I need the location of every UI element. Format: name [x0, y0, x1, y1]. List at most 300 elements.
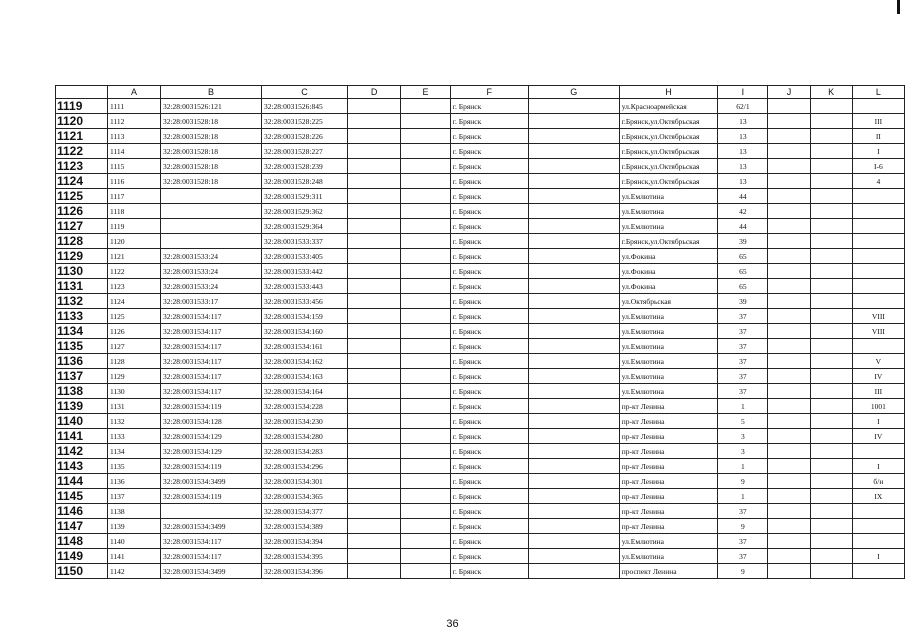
cell-j — [768, 339, 810, 354]
cell-e — [401, 564, 451, 579]
cell-l — [852, 279, 904, 294]
row-number: 1143 — [56, 459, 108, 474]
cell-f: г. Брянск — [450, 339, 528, 354]
table-row — [56, 414, 905, 429]
cell-b — [160, 234, 261, 249]
cell-c: 32:28:0031534:159 — [261, 309, 347, 324]
row-number: 1133 — [56, 309, 108, 324]
cell-k — [810, 339, 852, 354]
cell-j — [768, 264, 810, 279]
cell-b: 32:28:0031528:18 — [160, 114, 261, 129]
cell-k — [810, 204, 852, 219]
table-row — [56, 99, 905, 114]
cell-b: 32:28:0031534:117 — [160, 339, 261, 354]
cell-e — [401, 459, 451, 474]
cell-j — [768, 159, 810, 174]
cell-h: г.Брянск,ул.Октябрьская — [619, 174, 718, 189]
cell-b: 32:28:0031528:18 — [160, 174, 261, 189]
cell-b: 32:28:0031534:117 — [160, 534, 261, 549]
row-number: 1141 — [56, 429, 108, 444]
cell-h: пр-кт Ленина — [619, 444, 718, 459]
cell-k — [810, 234, 852, 249]
row-number: 1132 — [56, 294, 108, 309]
cell-e — [401, 129, 451, 144]
cell-g — [528, 534, 619, 549]
cell-i: 1 — [718, 459, 768, 474]
cell-k — [810, 219, 852, 234]
cell-d — [347, 234, 400, 249]
cell-g — [528, 279, 619, 294]
cell-f: г. Брянск — [450, 504, 528, 519]
cell-j — [768, 174, 810, 189]
cell-g — [528, 459, 619, 474]
cell-d — [347, 369, 400, 384]
cell-c: 32:28:0031534:301 — [261, 474, 347, 489]
cell-i: 65 — [718, 279, 768, 294]
cell-d — [347, 204, 400, 219]
column-header-b: B — [160, 86, 261, 99]
cell-d — [347, 504, 400, 519]
cell-g — [528, 114, 619, 129]
cell-c: 32:28:0031534:395 — [261, 549, 347, 564]
cell-k — [810, 294, 852, 309]
cell-d — [347, 444, 400, 459]
cell-d — [347, 189, 400, 204]
cell-k — [810, 144, 852, 159]
cell-b: 32:28:0031534:117 — [160, 354, 261, 369]
cell-d — [347, 459, 400, 474]
cell-l — [852, 189, 904, 204]
cell-l — [852, 294, 904, 309]
cell-g — [528, 324, 619, 339]
cell-i: 65 — [718, 249, 768, 264]
cell-j — [768, 369, 810, 384]
cell-j — [768, 189, 810, 204]
cell-j — [768, 414, 810, 429]
cell-a: 1132 — [107, 414, 160, 429]
cell-a: 1139 — [107, 519, 160, 534]
cell-f: г. Брянск — [450, 564, 528, 579]
scan-edge-mark — [897, 0, 900, 14]
cell-c: 32:28:0031534:389 — [261, 519, 347, 534]
row-number: 1140 — [56, 414, 108, 429]
cell-j — [768, 549, 810, 564]
cell-f: г. Брянск — [450, 219, 528, 234]
cell-j — [768, 534, 810, 549]
cell-h: г.Брянск,ул.Октябрьская — [619, 234, 718, 249]
cell-c: 32:28:0031526:845 — [261, 99, 347, 114]
cell-f: г. Брянск — [450, 189, 528, 204]
cell-a: 1123 — [107, 279, 160, 294]
cell-i: 13 — [718, 159, 768, 174]
cell-k — [810, 369, 852, 384]
cell-e — [401, 144, 451, 159]
cell-h: г.Брянск,ул.Октябрьская — [619, 114, 718, 129]
cell-g — [528, 99, 619, 114]
cell-h: ул.Фокина — [619, 279, 718, 294]
table-row — [56, 144, 905, 159]
column-header-row — [56, 86, 905, 99]
cell-a: 1129 — [107, 369, 160, 384]
cell-a: 1140 — [107, 534, 160, 549]
cell-f: г. Брянск — [450, 444, 528, 459]
cell-i: 37 — [718, 504, 768, 519]
cell-a: 1122 — [107, 264, 160, 279]
cell-a: 1135 — [107, 459, 160, 474]
table-row — [56, 189, 905, 204]
table-row — [56, 159, 905, 174]
cell-k — [810, 279, 852, 294]
cell-l: VIII — [852, 324, 904, 339]
cell-a: 1115 — [107, 159, 160, 174]
row-number: 1120 — [56, 114, 108, 129]
cell-b: 32:28:0031534:129 — [160, 444, 261, 459]
cell-f: г. Брянск — [450, 534, 528, 549]
cell-h: ул.Емлютина — [619, 309, 718, 324]
table-row — [56, 324, 905, 339]
cell-c: 32:28:0031533:405 — [261, 249, 347, 264]
cell-i: 1 — [718, 399, 768, 414]
cell-k — [810, 564, 852, 579]
cell-i: 5 — [718, 414, 768, 429]
cell-i: 9 — [718, 564, 768, 579]
cell-e — [401, 309, 451, 324]
row-number: 1126 — [56, 204, 108, 219]
cell-g — [528, 234, 619, 249]
cell-a: 1128 — [107, 354, 160, 369]
cell-k — [810, 474, 852, 489]
cell-b: 32:28:0031534:117 — [160, 324, 261, 339]
cell-e — [401, 159, 451, 174]
cell-c: 32:28:0031533:337 — [261, 234, 347, 249]
cell-f: г. Брянск — [450, 174, 528, 189]
cell-g — [528, 264, 619, 279]
cell-b: 32:28:0031534:117 — [160, 309, 261, 324]
cell-g — [528, 189, 619, 204]
cell-e — [401, 414, 451, 429]
cell-c: 32:28:0031528:227 — [261, 144, 347, 159]
cell-e — [401, 264, 451, 279]
cell-e — [401, 234, 451, 249]
cell-f: г. Брянск — [450, 399, 528, 414]
cell-k — [810, 459, 852, 474]
cell-d — [347, 549, 400, 564]
cell-f: г. Брянск — [450, 324, 528, 339]
cell-j — [768, 144, 810, 159]
cell-a: 1134 — [107, 444, 160, 459]
cell-j — [768, 129, 810, 144]
cell-a: 1119 — [107, 219, 160, 234]
cell-b: 32:28:0031534:119 — [160, 489, 261, 504]
cell-j — [768, 234, 810, 249]
cell-i: 37 — [718, 309, 768, 324]
cell-g — [528, 339, 619, 354]
cell-a: 1113 — [107, 129, 160, 144]
cell-c: 32:28:0031534:162 — [261, 354, 347, 369]
cell-g — [528, 369, 619, 384]
cell-i: 1 — [718, 489, 768, 504]
cell-a: 1141 — [107, 549, 160, 564]
cell-d — [347, 534, 400, 549]
cell-g — [528, 399, 619, 414]
cell-g — [528, 159, 619, 174]
cell-j — [768, 99, 810, 114]
cell-b: 32:28:0031526:121 — [160, 99, 261, 114]
cell-b: 32:28:0031534:3499 — [160, 564, 261, 579]
cell-c: 32:28:0031529:364 — [261, 219, 347, 234]
cell-d — [347, 144, 400, 159]
row-number: 1136 — [56, 354, 108, 369]
cell-j — [768, 249, 810, 264]
cell-e — [401, 354, 451, 369]
cell-h: ул.Емлютина — [619, 219, 718, 234]
cell-e — [401, 429, 451, 444]
cell-h: ул.Емлютина — [619, 339, 718, 354]
cell-g — [528, 144, 619, 159]
cell-k — [810, 129, 852, 144]
cell-b: 32:28:0031534:119 — [160, 459, 261, 474]
cell-d — [347, 474, 400, 489]
cell-a: 1118 — [107, 204, 160, 219]
row-number: 1125 — [56, 189, 108, 204]
cell-i: 37 — [718, 534, 768, 549]
cell-h: ул.Фокина — [619, 264, 718, 279]
cell-h: ул.Емлютина — [619, 204, 718, 219]
cell-g — [528, 204, 619, 219]
cell-b — [160, 189, 261, 204]
table-row — [56, 339, 905, 354]
cell-k — [810, 99, 852, 114]
cell-g — [528, 249, 619, 264]
cell-e — [401, 489, 451, 504]
cell-e — [401, 474, 451, 489]
cell-d — [347, 354, 400, 369]
cell-j — [768, 114, 810, 129]
cell-a: 1137 — [107, 489, 160, 504]
row-number: 1119 — [56, 99, 108, 114]
row-number: 1135 — [56, 339, 108, 354]
row-number: 1150 — [56, 564, 108, 579]
column-header-k: K — [810, 86, 852, 99]
cell-h: пр-кт Ленина — [619, 414, 718, 429]
cell-k — [810, 354, 852, 369]
cell-l: 4 — [852, 174, 904, 189]
cell-j — [768, 384, 810, 399]
cell-k — [810, 189, 852, 204]
cell-h: пр-кт Ленина — [619, 474, 718, 489]
cell-g — [528, 549, 619, 564]
cell-l — [852, 519, 904, 534]
cell-e — [401, 534, 451, 549]
cell-k — [810, 399, 852, 414]
cell-g — [528, 354, 619, 369]
cell-c: 32:28:0031529:311 — [261, 189, 347, 204]
table-row — [56, 534, 905, 549]
cell-c: 32:28:0031534:163 — [261, 369, 347, 384]
cell-f: г. Брянск — [450, 234, 528, 249]
cell-e — [401, 189, 451, 204]
cell-l — [852, 339, 904, 354]
table-row — [56, 249, 905, 264]
cell-f: г. Брянск — [450, 114, 528, 129]
cell-h: ул.Фокина — [619, 249, 718, 264]
cell-d — [347, 114, 400, 129]
cell-j — [768, 504, 810, 519]
cell-c: 32:28:0031534:377 — [261, 504, 347, 519]
cell-j — [768, 564, 810, 579]
cell-i: 3 — [718, 429, 768, 444]
cell-l — [852, 534, 904, 549]
cell-b: 32:28:0031533:24 — [160, 279, 261, 294]
cell-b — [160, 504, 261, 519]
cell-a: 1117 — [107, 189, 160, 204]
cell-c: 32:28:0031534:283 — [261, 444, 347, 459]
cell-a: 1124 — [107, 294, 160, 309]
cell-e — [401, 219, 451, 234]
cell-c: 32:28:0031534:161 — [261, 339, 347, 354]
cell-g — [528, 414, 619, 429]
cell-l: III — [852, 384, 904, 399]
cell-f: г. Брянск — [450, 354, 528, 369]
cell-a: 1127 — [107, 339, 160, 354]
table-row — [56, 504, 905, 519]
cell-h: проспект Ленина — [619, 564, 718, 579]
cell-g — [528, 564, 619, 579]
cell-e — [401, 504, 451, 519]
cell-d — [347, 309, 400, 324]
cell-h: пр-кт Ленина — [619, 429, 718, 444]
cell-a: 1136 — [107, 474, 160, 489]
table-row — [56, 519, 905, 534]
cell-f: г. Брянск — [450, 519, 528, 534]
cell-h: пр-кт Ленина — [619, 459, 718, 474]
cell-i: 13 — [718, 129, 768, 144]
cell-l: V — [852, 354, 904, 369]
cell-f: г. Брянск — [450, 144, 528, 159]
column-header-d: D — [347, 86, 400, 99]
cell-i: 9 — [718, 474, 768, 489]
row-number: 1138 — [56, 384, 108, 399]
cell-j — [768, 474, 810, 489]
row-number: 1142 — [56, 444, 108, 459]
cell-a: 1125 — [107, 309, 160, 324]
cell-b: 32:28:0031534:117 — [160, 384, 261, 399]
cell-f: г. Брянск — [450, 549, 528, 564]
cell-i: 44 — [718, 189, 768, 204]
table-row — [56, 549, 905, 564]
table-row — [56, 444, 905, 459]
cell-c: 32:28:0031529:362 — [261, 204, 347, 219]
cell-i: 65 — [718, 264, 768, 279]
table-row — [56, 384, 905, 399]
row-number: 1148 — [56, 534, 108, 549]
row-number: 1137 — [56, 369, 108, 384]
cell-f: г. Брянск — [450, 489, 528, 504]
table-row — [56, 219, 905, 234]
table-row — [56, 174, 905, 189]
cell-j — [768, 489, 810, 504]
column-header-a: A — [107, 86, 160, 99]
column-header-h: H — [619, 86, 718, 99]
cell-j — [768, 429, 810, 444]
row-number: 1129 — [56, 249, 108, 264]
cell-h: г.Брянск,ул.Октябрьская — [619, 129, 718, 144]
cell-d — [347, 99, 400, 114]
cell-i: 13 — [718, 114, 768, 129]
row-number: 1144 — [56, 474, 108, 489]
cell-h: ул.Емлютина — [619, 549, 718, 564]
cell-i: 9 — [718, 519, 768, 534]
cell-h: пр-кт Ленина — [619, 399, 718, 414]
cell-j — [768, 354, 810, 369]
cell-h: пр-кт Ленина — [619, 504, 718, 519]
cell-c: 32:28:0031534:296 — [261, 459, 347, 474]
cell-l: I — [852, 459, 904, 474]
cell-f: г. Брянск — [450, 99, 528, 114]
cell-d — [347, 399, 400, 414]
cell-d — [347, 489, 400, 504]
cell-e — [401, 549, 451, 564]
cell-h: ул.Красноармейская — [619, 99, 718, 114]
cell-k — [810, 549, 852, 564]
cell-h: ул.Емлютина — [619, 534, 718, 549]
cell-j — [768, 519, 810, 534]
cell-d — [347, 159, 400, 174]
cell-i: 37 — [718, 324, 768, 339]
cell-c: 32:28:0031533:442 — [261, 264, 347, 279]
cell-e — [401, 294, 451, 309]
cell-k — [810, 249, 852, 264]
cell-c: 32:28:0031528:226 — [261, 129, 347, 144]
cell-j — [768, 219, 810, 234]
cell-h: ул.Емлютина — [619, 354, 718, 369]
column-header-i: I — [718, 86, 768, 99]
cell-c: 32:28:0031534:230 — [261, 414, 347, 429]
cell-d — [347, 249, 400, 264]
cell-j — [768, 444, 810, 459]
cell-i: 37 — [718, 384, 768, 399]
cell-j — [768, 399, 810, 414]
cell-i: 42 — [718, 204, 768, 219]
cell-j — [768, 459, 810, 474]
table-row — [56, 294, 905, 309]
cell-i: 37 — [718, 549, 768, 564]
cell-i: 62/1 — [718, 99, 768, 114]
table-row — [56, 489, 905, 504]
cell-c: 32:28:0031533:443 — [261, 279, 347, 294]
cell-b: 32:28:0031533:17 — [160, 294, 261, 309]
cell-c: 32:28:0031534:365 — [261, 489, 347, 504]
table-row — [56, 264, 905, 279]
cell-j — [768, 279, 810, 294]
table-row — [56, 204, 905, 219]
row-number: 1123 — [56, 159, 108, 174]
row-number: 1146 — [56, 504, 108, 519]
cell-l — [852, 249, 904, 264]
row-number: 1134 — [56, 324, 108, 339]
cell-b: 32:28:0031533:24 — [160, 249, 261, 264]
cell-l: III — [852, 114, 904, 129]
cell-f: г. Брянск — [450, 384, 528, 399]
cell-e — [401, 384, 451, 399]
cell-b — [160, 219, 261, 234]
cell-l — [852, 219, 904, 234]
table-row — [56, 429, 905, 444]
cell-c: 32:28:0031534:396 — [261, 564, 347, 579]
cell-g — [528, 474, 619, 489]
cell-i: 44 — [718, 219, 768, 234]
row-number: 1139 — [56, 399, 108, 414]
